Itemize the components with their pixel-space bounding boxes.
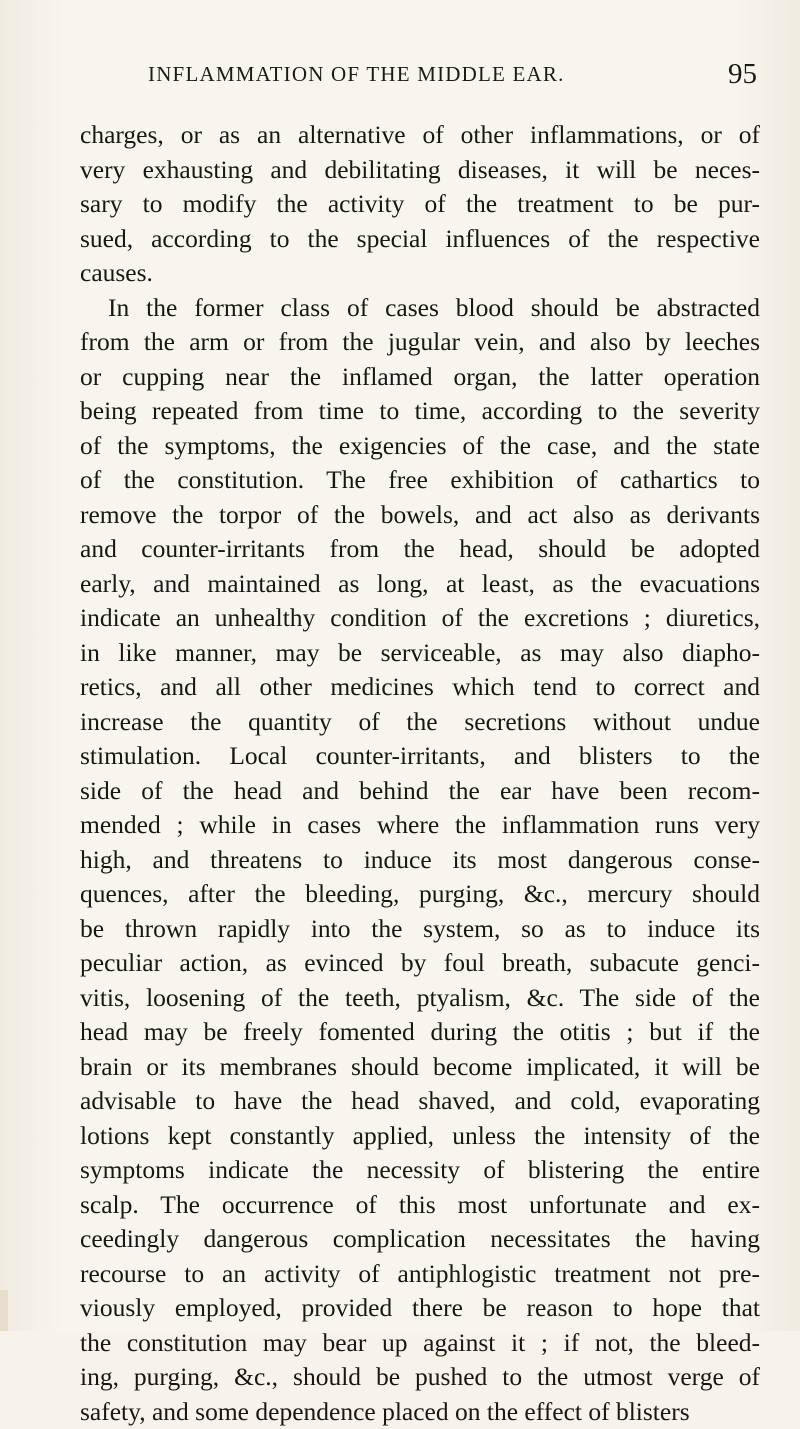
text-line: peculiar action, as evinced by foul breath, subacute genci- — [80, 946, 760, 981]
text-line: of the constitution. The free exhibition of cathartics to — [80, 463, 760, 498]
text-line: head may be freely fomented during the otitis ; but if the — [80, 1015, 760, 1050]
text-line: sued, according to the special influences of the respective — [80, 222, 760, 257]
text-line: side of the head and behind the ear have been recom- — [80, 774, 760, 809]
text-line: charges, or as an alternative of other inflammations, or of — [80, 118, 760, 153]
text-line: sary to modify the activity of the treatment to be pur- — [80, 187, 760, 222]
text-line: remove the torpor of the bowels, and act also as derivants — [80, 498, 760, 533]
page-number: 95 — [728, 58, 757, 91]
text-line: being repeated from time to time, according to the severity — [80, 394, 760, 429]
text-line: vitis, loosening of the teeth, ptyalism, &c. The side of the — [80, 981, 760, 1016]
text-line: lotions kept constantly applied, unless the intensity of the — [80, 1119, 760, 1154]
page-edge-shadow — [0, 1290, 8, 1331]
text-line: recourse to an activity of antiphlogistic treatment not pre- — [80, 1257, 760, 1292]
text-line: increase the quantity of the secretions without undue — [80, 705, 760, 740]
text-line: advisable to have the head shaved, and cold, evaporating — [80, 1084, 760, 1119]
text-line: from the arm or from the jugular vein, and also by leeches — [80, 325, 760, 360]
text-line: ceedingly dangerous complication necessitates the having — [80, 1222, 760, 1257]
text-line: of the symptoms, the exigencies of the case, and the state — [80, 429, 760, 464]
text-line: viously employed, provided there be reason to hope that — [80, 1291, 760, 1326]
text-line: very exhausting and debilitating diseases, it will be neces- — [80, 153, 760, 188]
text-line: the constitution may bear up against it ; if not, the bleed- — [80, 1326, 760, 1361]
text-line: quences, after the bleeding, purging, &c., mercury should — [80, 877, 760, 912]
text-line: high, and threatens to induce its most dangerous conse- — [80, 843, 760, 878]
text-line: safety, and some dependence placed on the effect of blisters — [80, 1395, 760, 1429]
text-line: mended ; while in cases where the inflammation runs very — [80, 808, 760, 843]
text-line: retics, and all other medicines which tend to correct and — [80, 670, 760, 705]
body-text — [80, 118, 760, 1429]
text-line: In the former class of cases blood should be abstracted — [80, 291, 760, 326]
text-line: indicate an unhealthy condition of the excretions ; diuretics, — [80, 601, 760, 636]
text-line: scalp. The occurrence of this most unfortunate and ex- — [80, 1188, 760, 1223]
text-line: brain or its membranes should become implicated, it will be — [80, 1050, 760, 1085]
text-line: and counter-irritants from the head, should be adopted — [80, 532, 760, 567]
text-line: be thrown rapidly into the system, so as to induce its — [80, 912, 760, 947]
text-line: early, and maintained as long, at least, as the evacuations — [80, 567, 760, 602]
text-line: or cupping near the inflamed organ, the latter operation — [80, 360, 760, 395]
text-line: in like manner, may be serviceable, as may also diapho- — [80, 636, 760, 671]
text-line: causes. — [80, 256, 760, 291]
text-line: ing, purging, &c., should be pushed to the utmost verge of — [80, 1360, 760, 1395]
text-line: symptoms indicate the necessity of blistering the entire — [80, 1153, 760, 1188]
running-title: INFLAMMATION OF THE MIDDLE EAR. — [148, 62, 565, 87]
text-line: stimulation. Local counter-irritants, and blisters to the — [80, 739, 760, 774]
page-header — [60, 62, 757, 98]
